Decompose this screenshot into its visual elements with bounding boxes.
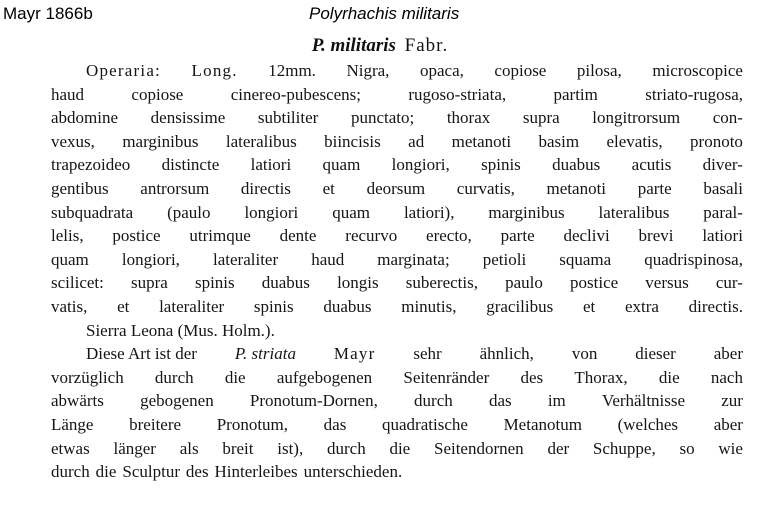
word: cinereo-pubescens;: [230, 84, 362, 104]
word: von: [571, 344, 598, 364]
word: et: [582, 296, 596, 316]
word: basali: [703, 178, 743, 198]
word: die: [389, 438, 411, 458]
word: Thorax,: [574, 367, 628, 387]
word: pilosa,: [576, 61, 622, 80]
word: biincisis: [324, 131, 381, 151]
word: Länge: [51, 414, 94, 434]
word: marginibus: [122, 131, 199, 151]
word: supra: [522, 108, 560, 128]
word: versus: [645, 273, 689, 293]
word: durch: [414, 391, 453, 411]
word: abwärts: [51, 391, 104, 411]
word: die: [95, 462, 117, 482]
word: des: [185, 462, 209, 482]
word: Metanotum: [503, 414, 582, 434]
word: paral-: [703, 202, 743, 222]
word: punctato;: [350, 108, 415, 128]
word: brevi: [638, 226, 674, 246]
word: unterschieden.: [303, 462, 403, 482]
word: striato-rugosa,: [645, 84, 743, 104]
word: duabus: [552, 155, 601, 175]
word: lateralibus: [598, 202, 670, 222]
word: latiori: [250, 155, 292, 175]
word: Seitendornen: [433, 438, 524, 458]
text-line: [51, 271, 743, 295]
word: ad: [408, 131, 425, 151]
word: gebogenen: [140, 391, 214, 411]
word: des: [520, 367, 544, 387]
word: densissime: [150, 108, 226, 128]
word: antrorsum: [140, 178, 210, 198]
word: minutis,: [401, 296, 457, 316]
text-line: [51, 389, 743, 413]
word: utrimque: [189, 226, 251, 246]
text-line: [51, 366, 743, 390]
word: cur-: [715, 273, 743, 293]
word: Operaria:: [86, 61, 161, 80]
word: der: [547, 438, 570, 458]
text-line: [51, 413, 743, 437]
word: Schuppe,: [592, 438, 656, 458]
word: so: [679, 438, 695, 458]
word: das: [488, 391, 512, 411]
text-line: [51, 437, 743, 461]
word: abdomine: [51, 108, 119, 128]
word: durch: [154, 367, 194, 387]
species-heading: [0, 35, 760, 57]
word: postice: [112, 226, 161, 246]
word: postice: [570, 273, 619, 293]
word: longitrorsum: [592, 108, 681, 128]
word: metanoti: [451, 131, 512, 151]
word: quam: [322, 155, 361, 175]
word: marginibus: [488, 202, 565, 222]
word: copiose: [131, 84, 184, 104]
word: Nigra,: [346, 61, 390, 80]
word: marginata;: [377, 249, 450, 269]
word: longiori,: [121, 249, 180, 269]
word: 12mm.: [268, 61, 316, 80]
word: gentibus: [51, 178, 109, 198]
locality-line: [51, 319, 743, 343]
description-text: [51, 59, 743, 484]
word: directis: [240, 178, 291, 198]
word: parte: [637, 178, 672, 198]
word: subquadrata: [51, 202, 134, 222]
word: elevatis,: [606, 131, 663, 151]
word: Pronotum,: [216, 414, 289, 434]
word: aufgebogenen: [276, 367, 373, 387]
word: longiori,: [391, 155, 450, 175]
text-line: [51, 153, 743, 177]
word: länger: [113, 438, 156, 458]
comparison-lead: Diese Art ist der: [86, 344, 197, 364]
word: paulo: [505, 273, 543, 293]
word: durch: [326, 438, 366, 458]
word: dieser: [635, 344, 676, 364]
word: lateraliter: [213, 249, 279, 269]
word: latiori: [702, 226, 743, 246]
word: metanoti: [546, 178, 607, 198]
word: subtiliter: [257, 108, 319, 128]
word: pronoto: [690, 131, 743, 151]
word: Hinterleibes: [214, 462, 298, 482]
word: lateraliter: [159, 296, 225, 316]
word: quadrispinosa,: [644, 249, 743, 269]
word: lelis,: [51, 226, 84, 246]
text-line: [51, 460, 743, 484]
word: trapezoideo: [51, 155, 131, 175]
reference-label: Mayr 1866b: [3, 4, 93, 23]
word: extra: [624, 296, 659, 316]
word: scilicet:: [51, 273, 104, 293]
word: aber: [713, 414, 743, 434]
locality-text: Sierra Leona (Mus. Holm.).: [86, 320, 275, 340]
text-line: [51, 130, 743, 154]
word: durch: [51, 462, 90, 482]
word: Sculptur: [122, 462, 180, 482]
word: spinis: [253, 296, 294, 316]
word: et: [322, 178, 335, 198]
word: im: [547, 391, 566, 411]
word: deorsum: [366, 178, 426, 198]
word: das: [323, 414, 347, 434]
word: zur: [721, 391, 743, 411]
word: erecto,: [426, 226, 472, 246]
text-line: [51, 106, 743, 130]
word: diver-: [702, 155, 743, 175]
word: aber: [713, 344, 743, 364]
word: basim: [538, 131, 580, 151]
word: die: [658, 367, 680, 387]
word: quam: [332, 202, 371, 222]
word: duabus: [261, 273, 310, 293]
word: recurvo: [345, 226, 398, 246]
text-line: [51, 295, 743, 319]
word: suberectis,: [405, 273, 478, 293]
word: directis.: [688, 296, 743, 316]
word: gracilibus: [486, 296, 554, 316]
word: (paulo: [167, 202, 211, 222]
word: wie: [718, 438, 743, 458]
word: partim: [553, 84, 598, 104]
species-name: P. militaris: [311, 35, 396, 56]
word: petioli: [482, 249, 527, 269]
word: curvatis,: [456, 178, 515, 198]
comparison-text: [51, 366, 743, 484]
word: vorzüglich: [51, 367, 124, 387]
word: nach: [710, 367, 743, 387]
text-line: [51, 177, 743, 201]
word: Verhältnisse: [601, 391, 686, 411]
word: Pronotum-Dornen,: [249, 391, 378, 411]
word: sehr: [413, 344, 442, 364]
word: quadratische: [382, 414, 468, 434]
word: die: [224, 367, 246, 387]
word: haud: [311, 249, 345, 269]
word: ist),: [277, 438, 304, 458]
word: et: [117, 296, 130, 316]
word: copiose: [494, 61, 547, 80]
word: parte: [500, 226, 535, 246]
text-line: [51, 248, 743, 272]
word: Long.: [191, 61, 238, 80]
word: rugoso-striata,: [408, 84, 507, 104]
word: vatis,: [51, 296, 88, 316]
word: als: [179, 438, 199, 458]
word: longis: [337, 273, 379, 293]
text-line: [51, 224, 743, 248]
word: quam: [51, 249, 89, 269]
word: Seitenränder: [403, 367, 490, 387]
word: thorax: [446, 108, 491, 128]
word: (welches: [617, 414, 679, 434]
comparison-first-line: [51, 342, 743, 366]
word: duabus: [323, 296, 372, 316]
latin-description: [51, 59, 743, 319]
word: acutis: [631, 155, 672, 175]
word: con-: [712, 108, 743, 128]
text-line: [51, 201, 743, 225]
word: distincte: [161, 155, 220, 175]
word: spinis: [194, 273, 235, 293]
word: supra: [131, 273, 168, 293]
word: latiori),: [403, 202, 455, 222]
text-line: [51, 83, 743, 107]
word: dente: [279, 226, 317, 246]
word: vexus,: [51, 131, 95, 151]
word: lateralibus: [225, 131, 297, 151]
word: microscopice: [652, 61, 743, 80]
word: breitere: [129, 414, 182, 434]
comparison-species: P. striata: [234, 344, 296, 364]
species-author: Fabr.: [404, 35, 449, 56]
taxon-label: Polyrhachis militaris: [309, 4, 460, 23]
word: breit: [222, 438, 254, 458]
word: squama: [559, 249, 612, 269]
comparison-author: Mayr: [333, 344, 376, 364]
word: longiori: [244, 202, 299, 222]
word: opaca,: [419, 61, 464, 80]
word: etwas: [51, 438, 90, 458]
text-line: [51, 59, 743, 83]
word: declivi: [563, 226, 610, 246]
word: haud: [51, 84, 85, 104]
word: ähnlich,: [479, 344, 534, 364]
word: spinis: [481, 155, 521, 175]
